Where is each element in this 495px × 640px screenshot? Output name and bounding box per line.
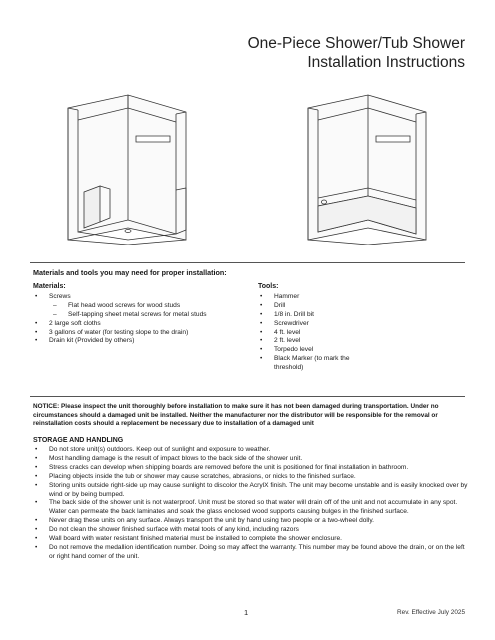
revision-date: Rev. Effective July 2025 [397,609,465,616]
list-item: • 4 ft. level [258,329,368,338]
list-item: • The back side of the shower unit is not waterproof. Unit must be stored so that water will drain off of the unit and not accumulate in any spot. Water can permeate the back laminates and soak the glass enclosed wood supports causing bulges in the finished surface. [33,499,469,517]
list-item: • Placing objects inside the tub or shower may cause scratches, abrasions, or nicks to the finished surface. [33,473,469,482]
list-item: • Storing units outside right-side up may cause sunlight to discolor the AcrylX finish. The unit may become unstable and is easily knocked over by wind or by being bumped. [33,482,469,500]
materials-intro-heading: Materials and tools you may need for proper installation: [33,268,227,277]
page-number: 1 [244,608,249,617]
document-title [248,34,465,72]
materials-column [33,283,253,346]
section-divider-bottom [30,396,465,397]
list-item: • 2 large soft cloths [33,320,253,329]
list-item: • Drill [258,302,368,311]
notice-paragraph: NOTICE: Please inspect the unit thoroughly before installation to make sure it has not been damaged during transportation. Under no circumstances should a damaged unit be installed. Neither the manufacturer nor the distributor will be responsible for the removal or reinstallation costs should a replacement be necessary due to installation of a damaged unit [33,403,439,428]
list-item: • Stress cracks can develop when shipping boards are removed before the unit is positioned for final installation in bathroom. [33,464,469,473]
materials-list [33,293,253,346]
list-item: • Screwdriver [258,320,368,329]
title-line-1: One-Piece Shower/Tub Shower [247,35,465,52]
list-item: • Do not store unit(s) outdoors. Keep out of sunlight and exposure to weather. [33,446,469,455]
storage-list [33,446,469,562]
title-line-2: Installation Instructions [307,54,465,71]
list-item: • 2 ft. level [258,337,368,346]
list-item: • Black Marker (to mark the threshold) [258,355,368,373]
list-item: • Torpedo level [258,346,368,355]
list-subitem: – Flat head wood screws for wood studs [33,302,253,311]
list-item: • Screws [33,293,253,302]
storage-section [33,446,469,562]
list-item: • Never drag these units on any surface. Always transport the unit by hand using two people or a two-wheel dolly. [33,517,469,526]
tub-shower-illustration [300,90,435,245]
tools-heading: Tools: [258,283,279,290]
tools-list [258,293,368,373]
list-item: • Do not remove the medallion identification number. Doing so may affect the warranty. This number may be found above the drain, or on the left or right hand corner of the unit. [33,544,469,562]
section-divider-top [30,262,465,263]
list-item: • Wall board with water resistant finished material must be installed to complete the shower enclosure. [33,535,469,544]
storage-heading: STORAGE AND HANDLING [33,437,124,444]
list-item: • 3 gallons of water (for testing slope to the drain) [33,329,253,338]
list-item: • 1/8 in. Drill bit [258,311,368,320]
list-item: • Hammer [258,293,368,302]
tools-column [258,283,368,373]
shower-unit-illustration [58,90,193,245]
list-item: • Do not clean the shower finished surface with metal tools of any kind, including razors [33,526,469,535]
list-subitem: – Self-tapping sheet metal screws for metal studs [33,311,253,320]
list-item: • Most handling damage is the result of impact blows to the back side of the shower unit. [33,455,469,464]
materials-heading: Materials: [33,283,66,290]
list-item: • Drain kit (Provided by others) [33,337,253,346]
